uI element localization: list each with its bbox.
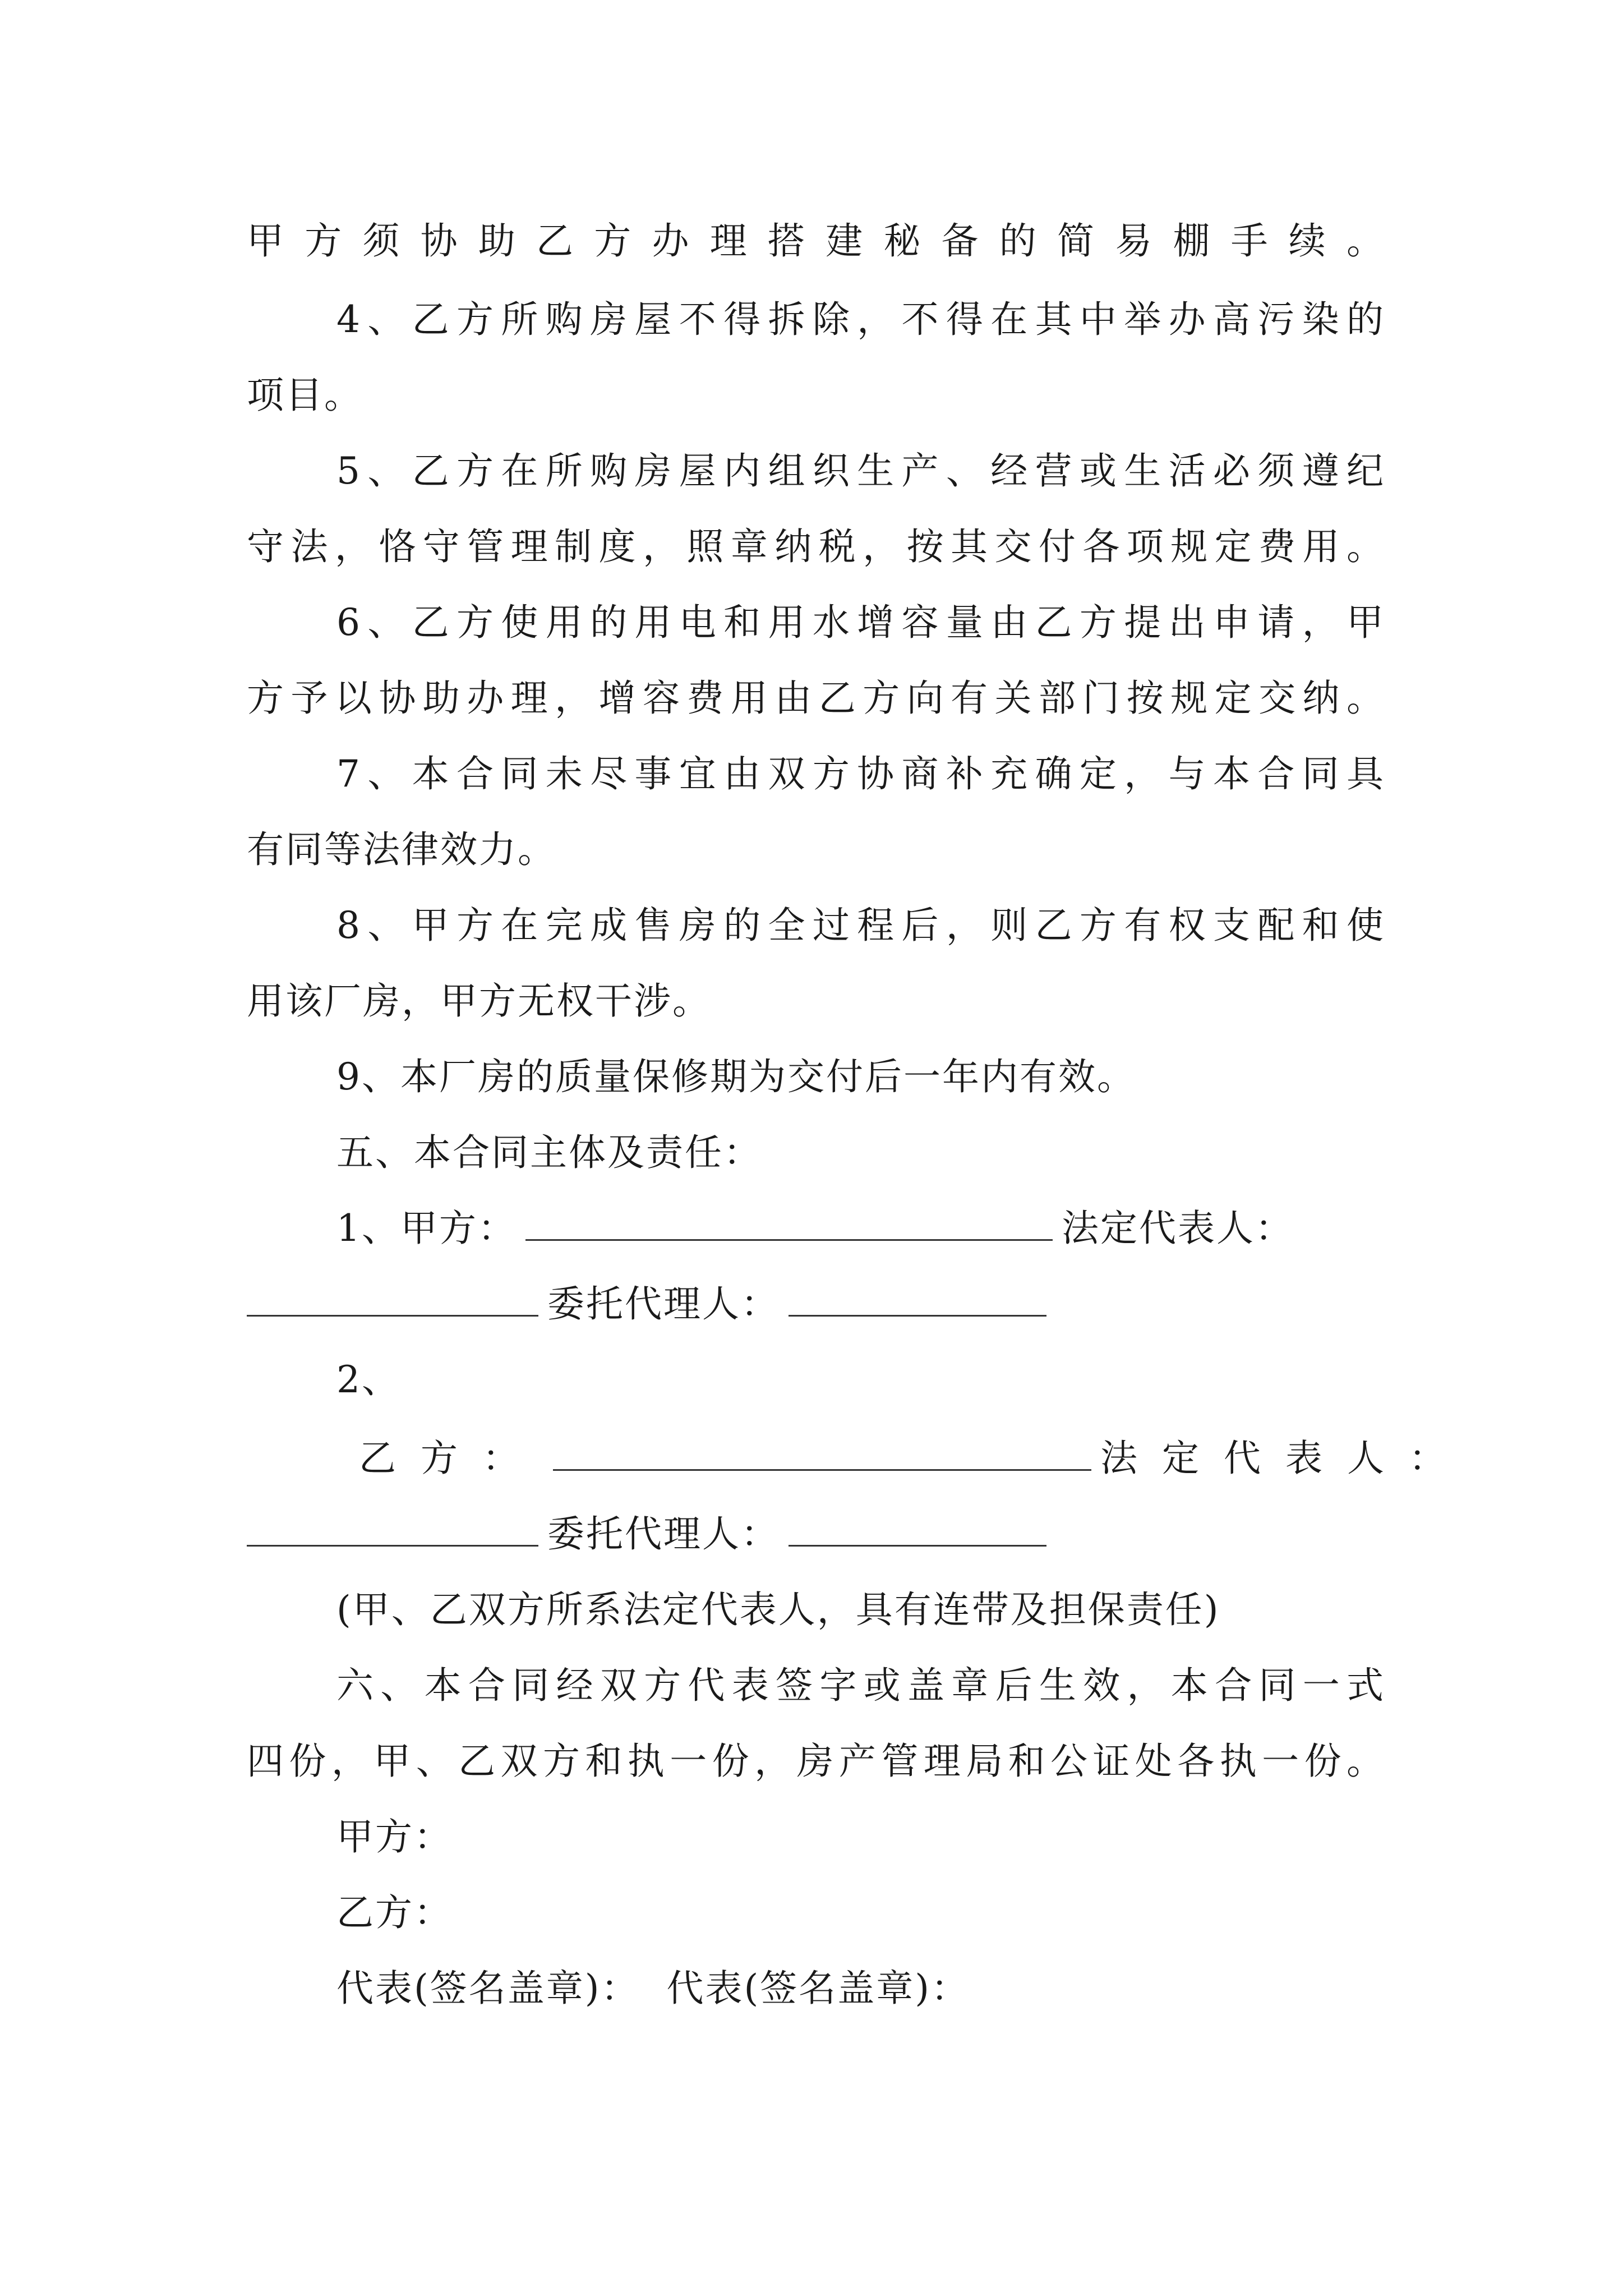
- signature-party-b: 乙方：: [336, 1891, 453, 1934]
- clause-5: 5、乙方在所购房屋内组织生产、经营或生活必须遵纪: [336, 449, 1385, 493]
- party-a-legal-rep-label: 法定代表人：: [1062, 1207, 1294, 1250]
- clause-4: 4、乙方所购房屋不得拆除，不得在其中举办高污染的: [336, 298, 1385, 341]
- party-a-legal-rep-blank: [247, 1286, 538, 1317]
- liability-note: (甲、乙双方所系法定代表人，具有连带及担保责任): [336, 1588, 1220, 1631]
- section-5-heading: 五、本合同主体及责任：: [336, 1131, 762, 1174]
- signature-representatives: 代表(签名盖章)： 代表(签名盖章)：: [336, 1967, 970, 2010]
- party-b-legal-rep-blank: [247, 1516, 538, 1547]
- clause-8: 8、甲方在完成售房的全过程后，则乙方有权支配和使: [336, 904, 1385, 947]
- party-a-agent-label: 委托代理人：: [547, 1282, 780, 1326]
- text-line: 方予以协助办理，增容费用由乙方向有关部门按规定交纳。: [247, 677, 1385, 720]
- text-line: 守法，恪守管理制度，照章纳税，按其交付各项规定费用。: [247, 525, 1385, 568]
- clause-9: 9、本厂房的质量保修期为交付后一年内有效。: [336, 1055, 1136, 1098]
- text-line: 有同等法律效力。: [247, 828, 556, 871]
- party-b-legal-rep-label: 法定代表人：: [1100, 1437, 1470, 1480]
- party-a-label: 1、甲方：: [336, 1207, 517, 1250]
- signature-party-a: 甲方：: [336, 1815, 453, 1858]
- party-b-line: [359, 1436, 1470, 1481]
- text-line: 用该厂房，甲方无权干涉。: [247, 979, 711, 1023]
- party-a-agent-line: [247, 1282, 1055, 1327]
- clause-7: 7、本合同未尽事宜由双方协商补充确定，与本合同具: [336, 752, 1385, 795]
- party-a-blank: [525, 1210, 1053, 1241]
- clause-6: 6、乙方使用的用电和用水增容量由乙方提出申请，甲: [336, 601, 1385, 644]
- text-line: 项目。: [247, 374, 363, 417]
- text-line: 甲方须协助乙方办理搭建秘备的简易棚手续。: [247, 219, 1385, 263]
- party-b-blank: [553, 1440, 1091, 1471]
- party-b-number: 2、: [336, 1358, 400, 1401]
- text-line: 四份，甲、乙双方和执一份，房产管理局和公证处各执一份。: [247, 1740, 1385, 1783]
- party-b-agent-line: [247, 1512, 1055, 1557]
- party-a-agent-blank: [789, 1286, 1046, 1317]
- party-a-line: [336, 1206, 1294, 1251]
- party-b-agent-blank: [789, 1516, 1046, 1547]
- party-b-agent-label: 委托代理人：: [547, 1512, 780, 1556]
- party-b-label: 乙方：: [359, 1437, 544, 1480]
- section-6: 六、本合同经双方代表签字或盖章后生效，本合同一式: [336, 1664, 1385, 1707]
